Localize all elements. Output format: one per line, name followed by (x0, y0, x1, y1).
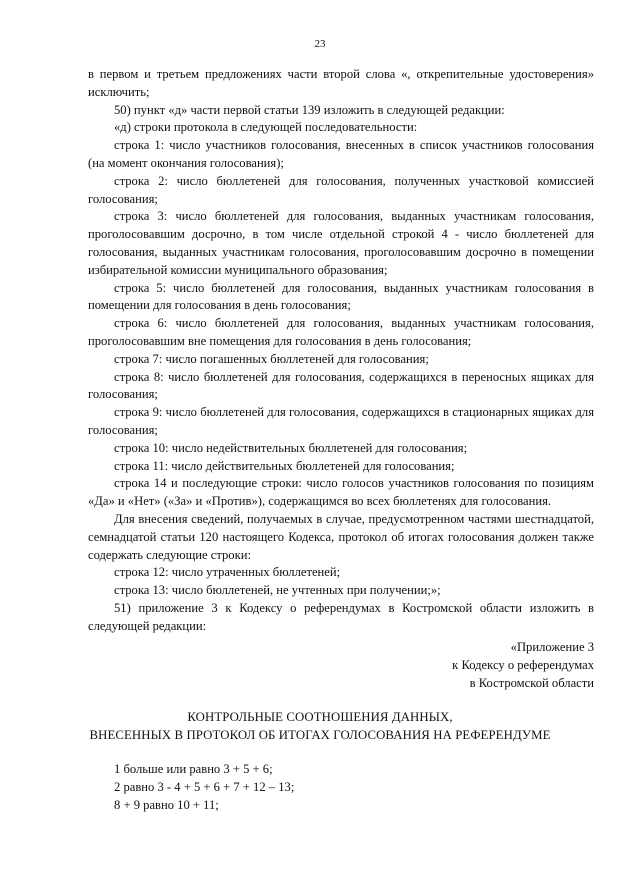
appendix-line: «Приложение 3 (510, 640, 594, 654)
paragraph: строка 6: число бюллетеней для голосования, выданных участникам голосования, проголосовавшим вне помещения для голосования в день голосования; (88, 316, 594, 348)
paragraph: 50) пункт «д» части первой статьи 139 изложить в следующей редакции: (114, 102, 505, 117)
paragraph: строка 5: число бюллетеней для голосования, выданных участникам голосования в помещении для голосования в день голосования; (88, 280, 594, 313)
title-line: ВНЕСЕННЫХ В ПРОТОКОЛ ОБ ИТОГАХ ГОЛОСОВАНИЯ НА РЕФЕРЕНДУМЕ (89, 728, 551, 742)
paragraph: строка 1: число участников голосования, внесенных в список участников голосования (на момент окончания голосования); (88, 138, 594, 170)
paragraph: строка 8: число бюллетеней для голосования, содержащихся в переносных ящиках для голосования; (88, 369, 594, 402)
paragraph: строка 10: число недействительных бюллетеней для голосования; (114, 440, 468, 455)
paragraph: строка 7: число погашенных бюллетеней для голосования; (114, 351, 429, 366)
paragraph: строка 9: число бюллетеней для голосования, содержащихся в стационарных ящиках для голосования; (88, 405, 594, 437)
paragraph: строка 3: число бюллетеней для голосования, выданных участникам голосования, проголосовавшим досрочно, в том числе отдельной строкой 4 - число бюллетеней для голосования, выданных участникам голосования, проголосовавшим досрочно в помещении избирательной комиссии муниципального образования; (88, 209, 594, 277)
paragraph: Для внесения сведений, получаемых в случае, предусмотренном частями шестнадцатой, семнадцатой статьи 120 настоящего Кодекса, протокол об итогах голосования должен также содержать следующие строки: (88, 511, 594, 562)
paragraph: 51) приложение 3 к Кодексу о референдумах в Костромской области изложить в следующей редакции: (88, 600, 594, 633)
title-line: КОНТРОЛЬНЫЕ СООТНОШЕНИЯ ДАННЫХ, (187, 710, 453, 724)
appendix-line: к Кодексу о референдумах (452, 658, 594, 672)
paragraph: строка 14 и последующие строки: число голосов участников голосования по позициям «Да» и «Нет» («За» и «Против»), содержащимся во всех бюллетенях для голосования. (88, 476, 594, 509)
page-number: 23 (314, 38, 326, 50)
paragraph: строка 13: число бюллетеней, не учтенных при получении;»; (114, 583, 441, 598)
appendix-line: в Костромской области (469, 676, 594, 690)
relation-item: 8 + 9 равно 10 + 11; (114, 798, 219, 812)
relation-item: 1 больше или равно 3 + 5 + 6; (114, 762, 273, 776)
paragraph: «д) строки протокола в следующей последовательности: (114, 120, 418, 135)
control-relations (88, 760, 588, 814)
appendix-reference (452, 638, 594, 692)
paragraph: в первом и третьем предложениях части второй слова «, открепительные удостоверения» исключить; (88, 67, 594, 99)
paragraph: строка 11: число действительных бюллетеней для голосования; (114, 458, 455, 473)
relation-item: 2 равно 3 - 4 + 5 + 6 + 7 + 12 – 13; (114, 780, 295, 794)
paragraph: строка 2: число бюллетеней для голосования, полученных участковой комиссией голосования; (88, 173, 594, 206)
section-title (0, 708, 640, 744)
paragraph: строка 12: число утраченных бюллетеней; (114, 565, 341, 580)
body-text (88, 66, 594, 636)
